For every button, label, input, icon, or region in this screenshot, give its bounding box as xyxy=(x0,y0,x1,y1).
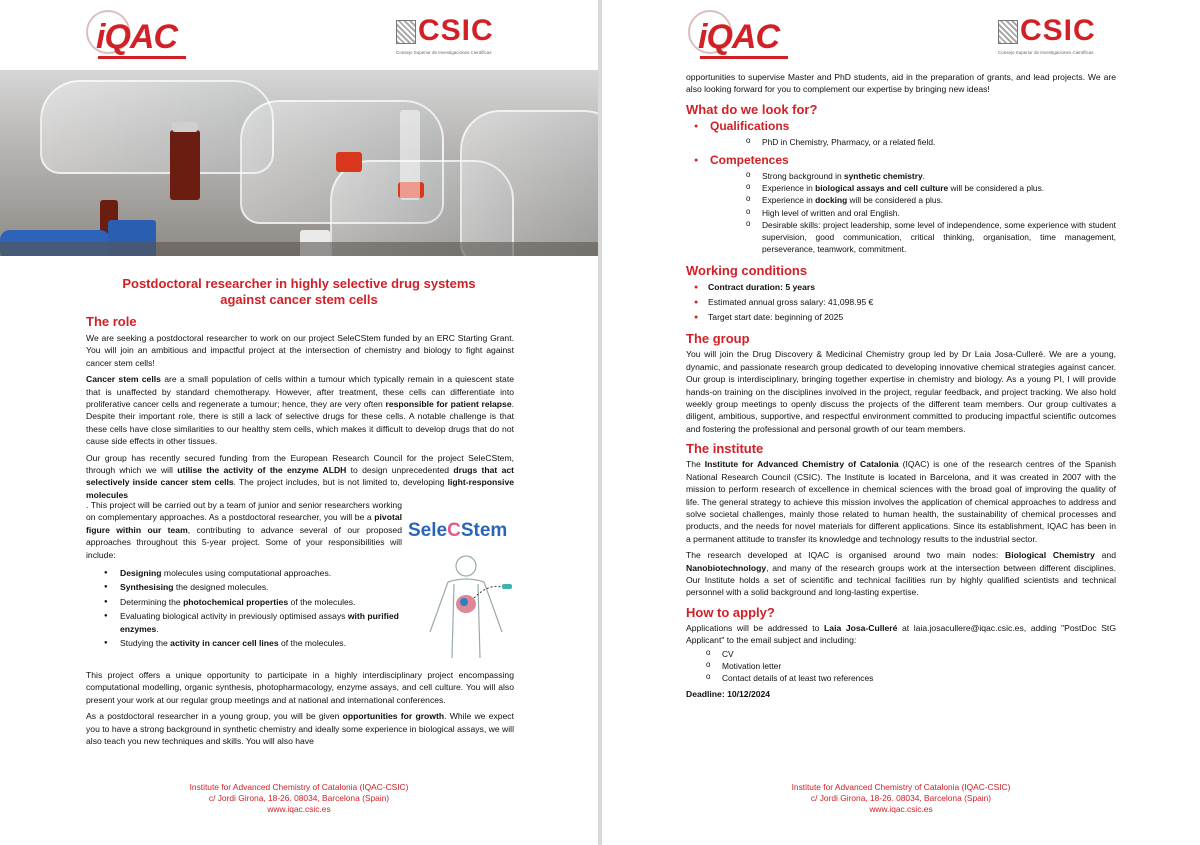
list-item: o Desirable skills: project leadership, some level of independence, some experience with student supervision, good communication, critical thinking, organisation, time management, perseverance, teamwork, commitment. xyxy=(746,219,1116,256)
competences-list xyxy=(746,170,1116,255)
apply-list xyxy=(706,648,1116,685)
page-header xyxy=(0,8,598,64)
page-title: Postdoctoral researcher in highly selective drug systems against cancer stem cells xyxy=(122,276,476,307)
look-for-heading: What do we look for? xyxy=(686,101,818,117)
list-item: ● Designing molecules using computational approaches. xyxy=(100,567,514,579)
list-item: o Experience in biological assays and cell culture will be considered a plus. xyxy=(746,182,1116,194)
human-body-icon xyxy=(418,552,514,658)
qualifications-heading: ● Qualifications xyxy=(692,118,1116,135)
competences-heading: ● Competences xyxy=(692,152,1116,169)
role-paragraph-5: As a postdoctoral researcher in a young group, you will be given opportunities for growth. While we expect you to have a strong background in synthetic chemistry and ideally some experience in biological assays, we will also teach you new techniques and skills. You will also have xyxy=(86,711,514,747)
list-item: o PhD in Chemistry, Pharmacy, or a related field. xyxy=(746,136,1116,148)
list-item: ● Determining the photochemical properties of the molecules. xyxy=(100,596,514,608)
list-item: o Motivation letter xyxy=(706,660,1116,672)
working-conditions-list xyxy=(692,280,1116,325)
institute-heading: The institute xyxy=(686,441,764,457)
list-item: ● Target start date: beginning of 2025 xyxy=(692,310,1116,325)
role-paragraph-3: Our group has recently secured funding from the European Research Council for the project SeleCStem, through which we will utilise the activity of the enzyme ALDH to design unprecedented drugs that act selectively inside cancer stem cells. The project includes, but is not limited to, developing light-responsive molecules xyxy=(86,452,514,500)
role-heading: The role xyxy=(86,314,137,329)
csic-logo: CSIC Consejo Superior de Investigaciones Científicas xyxy=(396,14,494,55)
lab-photo xyxy=(0,70,598,256)
website-link[interactable]: www.iqac.csic.es xyxy=(869,804,933,814)
footer: Institute for Advanced Chemistry of Catalonia (IQAC-CSIC) c/ Jordi Girona, 18-26. 08034, Barcelona (Spain) www.iqac.csic.es xyxy=(0,782,598,815)
role-paragraph-4: This project offers a unique opportunity to participate in a highly interdisciplinary project encompassing computational modelling, organic synthesis, photopharmacology, enzyme assays, and cell culture. You will also present your work at our regular group meetings and at national and international conferences. xyxy=(86,670,514,705)
list-item: o CV xyxy=(706,648,1116,660)
csic-crest-icon xyxy=(396,20,416,44)
selecstem-logo: SeleCStem xyxy=(408,520,518,660)
role-section xyxy=(86,314,514,501)
institute-paragraph-1: The Institute for Advanced Chemistry of Catalonia (IQAC) is one of the research centres of the Spanish National Research Council (CSIC). The Institute is located in Barcelona, and it was created in 2007 with the mission to perform research of excellence in chemical sciences with the broad goal of improving the quality of life. The general strategy to achieve this mission involves the application of chemical approaches to address and solve societal challenges, mainly those related to human health, the sustainability of chemical processes and products, and the needs for novel materials for different applications. Since its establishment, IQAC has been in a permanent attitude to transfer its knowledge and technology results to the industrial sector. xyxy=(686,459,1116,544)
page-left xyxy=(0,0,598,845)
list-item: o Experience in docking will be considered a plus. xyxy=(746,194,1116,206)
list-item: o High level of written and oral English. xyxy=(746,207,1116,219)
csic-logo: CSIC Consejo Superior de Investigaciones Científicas xyxy=(998,14,1096,55)
role-paragraph-2: Cancer stem cells are a small population of cells within a tumour which typically remain in a quiescent state that is unaffected by standard chemotherapy. However, after treatment, these cells can differentiate into proliferative cancer cells and regenerate a tumour; hence, they are very often responsible for patient relapse. Despite their important role, there is still a lack of selective drugs for these cells. A notable challenge is that these cells have close similarities to our healthy stem cells, which makes it difficult to develop drugs that do not cause side effects in other tissues. xyxy=(86,374,515,447)
apply-paragraph: Applications will be addressed to Laia Josa-Culleré at laia.josacullere@iqac.csic.es, adding "PostDoc StG Applicant" to the email subject and including: xyxy=(686,622,1117,646)
right-content xyxy=(686,71,1116,701)
page-header xyxy=(602,8,1200,64)
working-conditions-heading: Working conditions xyxy=(686,263,808,279)
list-item: ● Studying the activity in cancer cell lines of the molecules. xyxy=(100,637,514,649)
csic-crest-icon xyxy=(998,20,1018,44)
list-item: ● Evaluating biological activity in previously optimised assays with purified enzymes. xyxy=(100,610,514,635)
list-item: ● Synthesising the designed molecules. xyxy=(100,581,514,593)
role-paragraph-3-cont: . This project will be carried out by a team of junior and senior researchers working on complementary approaches. As a postdoctoral researcher, you will be a pivotal figure within our team, contributing to advance several of our proposed approaches throughout this 5-year project. Some of your responsibilities will include: ● Designing molecules using computational approaches. ● Synthesising the designed molecules. ● Determining the photochemical properties of the molecules. ● Evaluating biological activity in previously optimised assays with purified enzymes. ● Studying the activity in cancer cell lines of the molecules. This project offers a unique opportunity to participate in a highly interdisciplinary project encompassing computational modelling, organic synthesis, photopharmacology, enzyme assays, and cell culture. You will also present your work at our regular group meetings and at national and international conferences. As a postdoctoral researcher in a young group, you will be given opportunities for growth. While we expect you to have a strong background in synthetic chemistry and ideally some experience in biological assays, we will also teach you new techniques and skills. You will also have xyxy=(86,499,514,747)
iqac-logo: iQAC xyxy=(82,8,192,64)
qualifications-list xyxy=(746,136,1116,148)
institute-paragraph-2: The research developed at IQAC is organised around two main nodes: Biological Chemistry and Nanobiotechnology, and many of the research groups work at the intersection between different disciplines. Our Institute holds a set of scientific and technical facilities run by highly qualified scientists and technical personnel with a solid background and long-lasting expertise. xyxy=(686,550,1116,598)
list-item: ● Contract duration: 5 years xyxy=(692,280,1116,295)
apply-heading: How to apply? xyxy=(686,604,775,620)
list-item: ● Estimated annual gross salary: 41,098.95 € xyxy=(692,295,1116,310)
list-item: o Contact details of at least two references xyxy=(706,672,1116,684)
group-heading: The group xyxy=(686,331,750,347)
deadline: Deadline: 10/12/2024 xyxy=(686,689,771,700)
role-paragraph-1: We are seeking a postdoctoral researcher to work on our project SeleCStem funded by an ERC Starting Grant. You will join an ambitious and impactful project at the intersection of chemistry and biology to fight against cancer stem cells! xyxy=(86,333,514,368)
website-link[interactable]: www.iqac.csic.es xyxy=(267,804,331,814)
iqac-logo: iQAC xyxy=(684,8,794,64)
footer: Institute for Advanced Chemistry of Catalonia (IQAC-CSIC) c/ Jordi Girona, 18-26. 08034, Barcelona (Spain) www.iqac.csic.es xyxy=(602,782,1200,815)
page-right xyxy=(602,0,1200,845)
role-paragraph-5-cont: opportunities to supervise Master and PhD students, aid in the preparation of grants, and lead projects. We are also looking forward for you to complement our expertise by bringing new ideas! xyxy=(686,72,1116,95)
list-item: o Strong background in synthetic chemistry. xyxy=(746,170,1116,182)
group-paragraph: You will join the Drug Discovery & Medicinal Chemistry group led by Dr Laia Josa-Culleré. We are a young, dynamic, and passionate research group dedicated to developing innovative chemical strategies against cancer. Our group is interdisciplinary, bringing together expertise in chemistry and biology. As a young PI, I will provide hands-on training on the disciplines involved in the project, regular feedback, and project tracking. We also hold weekly group meetings to openly discuss the projects of the different team members. Our group cultivates a diligent, ambitious, supportive, and respectful environment committed to producing impactful scientific outcomes and fostering the professional and personal growth of our team members. xyxy=(686,349,1116,434)
